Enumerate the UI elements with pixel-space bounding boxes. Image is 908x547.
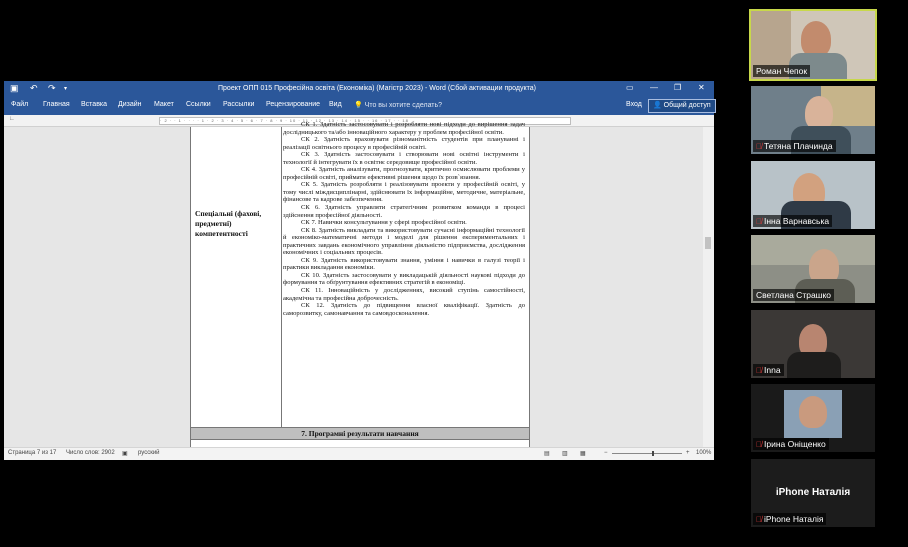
page-count[interactable]: Страница 7 из 17 <box>8 450 57 456</box>
word-window <box>4 81 714 459</box>
tab-design[interactable]: Дизайн <box>118 101 142 108</box>
table-cell-category <box>191 127 282 427</box>
lightbulb-icon: 💡 <box>354 102 363 109</box>
read-mode-icon[interactable]: ▤ <box>544 451 550 457</box>
participant-name-box <box>753 438 829 450</box>
participant-tile[interactable] <box>751 86 875 154</box>
participant-tile[interactable] <box>751 459 875 527</box>
document-page[interactable] <box>190 121 530 457</box>
zoom-out-icon[interactable]: − <box>604 450 608 456</box>
scrollbar-thumb[interactable] <box>705 237 711 249</box>
competency-item: СК 9. Здатність використовувати знання, уміння і навички в галузі теорії і практики викладання економіки. <box>283 256 525 272</box>
muted-mic-icon: 🎙̸ <box>756 515 762 524</box>
tell-me-box[interactable] <box>354 101 442 109</box>
participant-face <box>805 96 833 130</box>
participant-face <box>799 396 827 428</box>
share-label: Общий доступ <box>663 102 711 109</box>
maximize-icon[interactable]: ❐ <box>674 83 682 92</box>
participant-name: iPhone Наталія <box>764 514 824 524</box>
competency-item: СК 5. Здатність розробляти і реалізовувати проекти у професійній освіті, у тому числі міждисциплінарні, здійснювати їх інформаційне, методичне, матеріальне, фінансове та кадрове забезпечення. <box>283 181 525 204</box>
tab-insert[interactable]: Вставка <box>81 101 108 108</box>
tab-view[interactable]: Вид <box>329 101 342 108</box>
participant-face <box>801 21 831 57</box>
vertical-scrollbar[interactable] <box>703 127 714 447</box>
competency-item: СК 6. Здатність управляти стратегічним розвитком команди в процесі здійснення професійної діяльності. <box>283 204 525 219</box>
customize-qat-icon[interactable]: ▾ <box>64 86 68 92</box>
zoom-level[interactable]: 100% <box>696 450 712 456</box>
participant-tile[interactable] <box>751 310 875 378</box>
ribbon-display-icon[interactable]: ▭ <box>626 83 634 92</box>
participant-tile[interactable] <box>751 161 875 229</box>
window-title: Проект ОПП 015 Професійна освіта (Економіка) (Магістр 2023) - Word (Сбой активации продукта) <box>218 85 536 92</box>
competency-item: СК 4. Здатність аналізувати, прогнозувати, критично осмислювати проблеми у професійній освіті, приймати ефективні рішення щодо їх розв`язання. <box>283 166 525 181</box>
participant-name: Роман Чепок <box>753 65 810 77</box>
muted-mic-icon: 🎙̸ <box>756 440 762 449</box>
participant-name-box <box>753 513 826 525</box>
proofing-icon[interactable]: ▣ <box>122 451 128 457</box>
close-icon[interactable]: ✕ <box>698 83 705 92</box>
zoom-slider[interactable] <box>612 453 682 454</box>
competency-item: СК 12. Здатність до підвищення власної кваліфікації. Здатність до саморозвитку, самонавчання та самовдосконалення. <box>283 302 525 317</box>
minimize-icon[interactable]: — <box>650 83 658 92</box>
muted-mic-icon: 🎙̸ <box>756 217 762 226</box>
undo-icon[interactable]: ↶ <box>30 83 38 93</box>
participant-body <box>787 352 841 378</box>
word-count[interactable]: Число слов: 2902 <box>66 450 115 456</box>
zoom-in-icon[interactable]: + <box>686 450 690 456</box>
participant-name: Тетяна Плачинда <box>764 141 833 151</box>
tab-review[interactable]: Рецензирование <box>266 101 321 108</box>
web-layout-icon[interactable]: ▦ <box>580 451 586 457</box>
participant-tile[interactable] <box>751 384 875 452</box>
competency-category-label: Спеціальні (фахові, предметні) компетентності <box>195 209 262 238</box>
tab-home[interactable]: Главная <box>43 101 70 108</box>
tab-references[interactable]: Ссылки <box>186 101 211 108</box>
competency-item: СК 2. Здатність враховувати різноманітність студентів при плануванні і реалізації освітнього процесу в професійній освіті. <box>283 136 525 151</box>
ruler-scale: · 2 · · 1 · · · · 1 · 2 · 3 · 4 · 5 · 6 · 7 · 8 · 9 · 10 · 11 · 12 · 13 · 14 · 15 · · 16 · 17 · · 18 <box>159 117 571 125</box>
person-icon: 👤 <box>653 102 662 109</box>
share-button[interactable] <box>648 99 716 113</box>
table-cell-competencies[interactable] <box>283 121 525 317</box>
competency-item: СК 3. Здатність застосовувати і створювати нові освітні інструменти і технології й інтегрувати їх в освітнє середовище професійної освіти. <box>283 151 525 166</box>
participant-placeholder-name: iPhone Наталія <box>775 487 851 498</box>
tab-layout[interactable]: Макет <box>154 101 174 108</box>
language-indicator[interactable]: русский <box>138 450 160 456</box>
tab-file[interactable]: Файл <box>11 101 29 108</box>
muted-mic-icon: 🎙̸ <box>756 366 762 375</box>
participant-name-box <box>753 215 832 227</box>
print-layout-icon[interactable]: ▥ <box>562 451 568 457</box>
sign-in-link[interactable]: Вход <box>626 101 642 108</box>
tell-me-label: Что вы хотите сделать? <box>364 102 443 109</box>
muted-mic-icon: 🎙̸ <box>756 142 762 151</box>
participant-name: Светлана Страшко <box>753 289 834 301</box>
participant-name-box <box>753 364 784 376</box>
participant-tile[interactable] <box>751 235 875 303</box>
competency-item: СК 10. Здатність застосовувати у викладацькій діяльності наукові підходи до формування та обґрунтування ефективних стратегій в економіці. <box>283 271 525 287</box>
document-area[interactable] <box>4 121 703 447</box>
competency-item: СК 11. Інноваційність у дослідженнях, високий ступінь самостійності, академічна та професійна доброчесність. <box>283 287 525 302</box>
participant-name-box <box>753 140 836 152</box>
tab-mailings[interactable]: Рассылки <box>223 101 255 108</box>
participant-tile[interactable] <box>751 11 875 79</box>
competency-item: СК 8. Здатність викладати та використовувати сучасні інформаційні технології й економіко-математичні методи і моделі для рішення експериментальних і практичних завдань економічного управління діяльністю підприємства, дослідження економічних і соціальних процесів. <box>283 226 525 257</box>
redo-icon[interactable]: ↷ <box>48 83 56 93</box>
zoom-slider-thumb[interactable] <box>652 451 654 456</box>
title-bar <box>4 81 714 96</box>
section-heading-row: 7. Програмні результати навчання <box>191 427 529 440</box>
tab-selector-icon[interactable]: ∟ <box>9 116 15 122</box>
competency-item: СК 7. Навички консультування у сфері професійної освіти. <box>301 219 467 227</box>
status-bar <box>4 447 714 460</box>
ribbon-tabs <box>4 96 714 115</box>
save-icon[interactable]: ▣ <box>10 83 19 93</box>
participant-name: Ірина Оніщенко <box>764 439 826 449</box>
competency-item: СК 1. Здатність застосовувати і розробляти нові підходи до вирішення задач дослідницького та/або інноваційного характеру у проблем професійної освіти. <box>283 121 525 136</box>
participant-name: Inna <box>764 365 781 375</box>
participant-name: Інна Варнавська <box>764 216 830 226</box>
